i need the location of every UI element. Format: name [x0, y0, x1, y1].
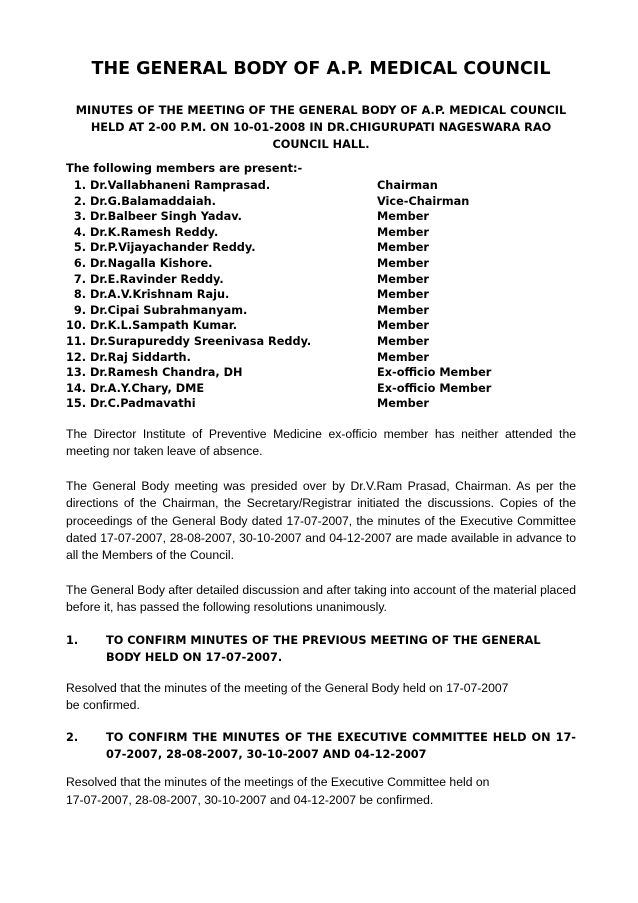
meeting-subtitle — [66, 102, 576, 153]
resolution-1-heading — [66, 632, 576, 666]
resolution-1-text — [66, 680, 576, 715]
member-role: Member — [377, 288, 429, 302]
member-row — [66, 318, 576, 334]
member-role: Member — [377, 241, 429, 255]
resolution-2-text — [66, 774, 576, 809]
resolution-heading-line: BODY HELD ON 17-07-2007. — [106, 650, 283, 664]
members-intro: The following members are present:- — [66, 162, 303, 175]
resolution-text-line: Resolved that the minutes of the meetings of the Executive Committee held on — [66, 775, 490, 790]
member-name: Dr.Balbeer Singh Yadav. — [90, 210, 242, 224]
member-num: 5. — [73, 241, 86, 255]
resolution-text-line: 17-07-2007, 28-08-2007, 30-10-2007 and 04-12-2007 be confirmed. — [66, 792, 434, 807]
resolution-heading-line: TO CONFIRM MINUTES OF THE PREVIOUS MEETING OF THE GENERAL — [106, 633, 541, 647]
member-num: 8. — [73, 288, 86, 302]
member-num: 3. — [73, 210, 86, 224]
subtitle-line: HELD AT 2-00 P.M. ON 10-01-2008 IN DR.CHIGURUPATI NAGESWARA RAO — [90, 121, 552, 134]
subtitle-line: MINUTES OF THE MEETING OF THE GENERAL BODY OF A.P. MEDICAL COUNCIL — [75, 104, 567, 117]
member-num: 9. — [73, 303, 86, 317]
member-row — [66, 225, 576, 241]
member-num: 14. — [66, 381, 87, 395]
member-name: Dr.E.Ravinder Reddy. — [90, 272, 224, 286]
member-row — [66, 287, 576, 303]
paragraph-presided: The General Body meeting was presided over by Dr.V.Ram Prasad, Chairman. As per the directions of the Chairman, the Secretary/Registrar initiated the discussions. Copies of the proceedings of the General Body dated 17-07-2007, the minutes of the Executive Committee dated 17-07-2007, 28-08-2007, 30-10-2007 and 04-12-2007 are made available in advance to all the Members of the Council. — [66, 478, 576, 563]
document-page — [66, 56, 576, 809]
member-name: Dr.Ramesh Chandra, DH — [90, 366, 243, 380]
paragraph-director: The Director Institute of Preventive Medicine ex-officio member has neither attended the meeting nor taken leave of absence. — [66, 426, 576, 459]
member-role: Member — [377, 225, 429, 239]
member-num: 11. — [66, 334, 87, 348]
resolution-2-heading — [66, 729, 576, 763]
resolution-heading-text: TO CONFIRM THE MINUTES OF THE EXECUTIVE COMMITTEE HELD ON 17-07-2007, 28-08-2007, 30-10-2007 AND 04-12-2007 — [106, 731, 576, 762]
member-role: Member — [377, 319, 429, 333]
member-name: Dr.C.Padmavathi — [90, 397, 196, 411]
member-num: 6. — [73, 256, 86, 270]
member-role: Chairman — [377, 179, 438, 192]
member-num: 7. — [73, 272, 86, 286]
resolution-number: 2. — [66, 731, 79, 745]
member-list — [66, 178, 576, 412]
resolution-text-line: Resolved that the minutes of the meeting of the General Body held on 17-07-2007 — [66, 680, 509, 695]
member-num: 2. — [73, 194, 86, 208]
member-row — [66, 256, 576, 272]
member-num: 1. — [73, 179, 86, 192]
member-row — [66, 365, 576, 381]
member-num: 15. — [66, 397, 87, 411]
member-name: Dr.K.Ramesh Reddy. — [90, 225, 219, 239]
member-row — [66, 381, 576, 397]
member-num: 4. — [73, 225, 86, 239]
member-num: 13. — [66, 366, 87, 380]
member-name: Dr.Surapureddy Sreenivasa Reddy. — [90, 334, 312, 348]
member-name: Dr.Nagalla Kishore. — [90, 256, 213, 270]
member-row — [66, 350, 576, 366]
member-row — [66, 272, 576, 288]
member-role: Member — [377, 256, 429, 270]
resolution-text-line: be confirmed. — [66, 697, 140, 712]
member-row — [66, 194, 576, 210]
member-role: Ex-officio Member — [377, 381, 492, 395]
member-role: Member — [377, 303, 429, 317]
member-row — [66, 240, 576, 256]
member-row — [66, 396, 576, 412]
member-name: Dr.Cipai Subrahmanyam. — [90, 303, 248, 317]
member-role: Member — [377, 272, 429, 286]
member-name: Dr.Vallabhaneni Ramprasad. — [90, 179, 271, 192]
member-role: Member — [377, 334, 429, 348]
member-name: Dr.G.Balamaddaiah. — [90, 194, 216, 208]
member-row — [66, 178, 576, 194]
member-num: 12. — [66, 350, 87, 364]
member-role: Vice-Chairman — [377, 194, 470, 208]
member-name: Dr.P.Vijayachander Reddy. — [90, 241, 256, 255]
member-role: Member — [377, 350, 429, 364]
member-row — [66, 303, 576, 319]
member-role: Ex-officio Member — [377, 366, 492, 380]
subtitle-line: COUNCIL HALL. — [272, 138, 370, 151]
member-name: Dr.Raj Siddarth. — [90, 350, 191, 364]
member-role: Member — [377, 210, 429, 224]
member-name: Dr.A.V.Krishnam Raju. — [90, 288, 230, 302]
member-name: Dr.K.L.Sampath Kumar. — [90, 319, 238, 333]
member-num: 10. — [66, 319, 87, 333]
member-row — [66, 209, 576, 225]
member-name: Dr.A.Y.Chary, DME — [90, 381, 205, 395]
member-role: Member — [377, 397, 429, 411]
document-title: THE GENERAL BODY OF A.P. MEDICAL COUNCIL — [91, 59, 551, 79]
resolution-number: 1. — [66, 633, 79, 647]
member-row — [66, 334, 576, 350]
paragraph-discussion: The General Body after detailed discussion and after taking into account of the material placed before it, has passed the following resolutions unanimously. — [66, 582, 576, 615]
